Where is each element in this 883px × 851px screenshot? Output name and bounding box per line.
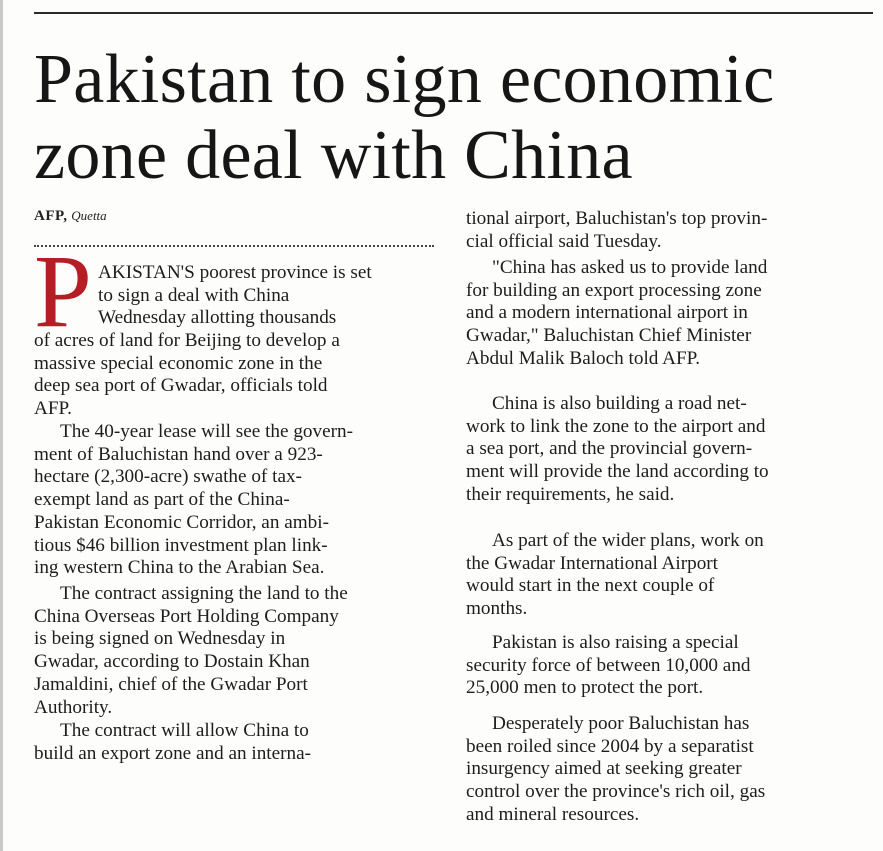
byline	[34, 208, 107, 225]
text-line: The contract assigning the land to the	[60, 583, 348, 604]
text-line: 25,000 men to protect the port.	[466, 677, 704, 699]
text-line: massive special economic zone in the	[34, 352, 323, 374]
text-line: ing western China to the Arabian Sea.	[34, 557, 325, 579]
text-line: Pakistan Economic Corridor, an ambi-	[34, 511, 329, 533]
text-line: and a modern international airport in	[466, 302, 748, 324]
paragraph-2	[34, 421, 444, 580]
text-line: exempt land as part of the China-	[34, 489, 290, 511]
text-line: China Overseas Port Holding Company	[34, 605, 339, 627]
text-line: would start in the next couple of	[466, 575, 715, 597]
text-line: ment will provide the land according to	[466, 461, 769, 483]
byline-agency: AFP,	[34, 208, 68, 224]
text-line: Jamaldini, chief of the Gwadar Port	[34, 673, 308, 695]
text-line: the Gwadar International Airport	[466, 552, 719, 574]
text-line: their requirements, he said.	[466, 483, 675, 505]
text-line: AKISTAN'S poorest province is set	[98, 262, 372, 283]
text-line: deep sea port of Gwadar, officials told	[34, 375, 328, 397]
text-line: and mineral resources.	[466, 803, 640, 825]
text-line: to sign a deal with China	[98, 284, 290, 306]
text-line: build an export zone and an interna-	[34, 742, 312, 764]
paragraph-7	[466, 530, 876, 621]
text-line: tious $46 billion investment plan link-	[34, 534, 328, 556]
text-line: cial official said Tuesday.	[466, 230, 662, 252]
text-line: Abdul Malik Baloch told AFP.	[466, 347, 700, 369]
text-line: Pakistan is also raising a special	[492, 632, 739, 653]
text-line: The 40-year lease will see the govern-	[60, 421, 354, 442]
text-line: control over the province's rich oil, gas	[466, 781, 766, 803]
paragraph-4-continued	[466, 208, 876, 253]
text-line: Wednesday allotting thousands	[98, 307, 337, 329]
text-line: ment of Baluchistan hand over a 923-	[34, 443, 323, 465]
text-line: work to link the zone to the airport and	[466, 415, 766, 437]
page-edge	[0, 0, 3, 851]
paragraph-3	[34, 583, 444, 719]
text-line: AFP.	[34, 398, 72, 420]
byline-place: Quetta	[71, 208, 107, 223]
text-line: Gwadar," Baluchistan Chief Minister	[466, 325, 752, 347]
text-line: As part of the wider plans, work on	[492, 530, 764, 551]
paragraph-8	[466, 632, 876, 700]
paragraph-6	[466, 393, 876, 507]
text-line: tional airport, Baluchistan's top provin-	[466, 208, 768, 229]
headline: Pakistan to sign economic zone deal with China	[34, 41, 775, 194]
text-line: The contract will allow China to	[60, 720, 309, 741]
text-line: hectare (2,300-acre) swathe of tax-	[34, 466, 302, 488]
text-line: Gwadar, according to Dostain Khan	[34, 651, 310, 673]
text-line: Authority.	[34, 696, 113, 718]
text-line: China is also building a road net-	[492, 393, 747, 414]
text-line: is being signed on Wednesday in	[34, 628, 286, 650]
text-line: of acres of land for Beijing to develop a	[34, 330, 340, 351]
paragraph-9	[466, 713, 876, 827]
paragraph-4	[34, 720, 444, 765]
text-line: "China has asked us to provide land	[492, 257, 768, 278]
text-line: been roiled since 2004 by a separatist	[466, 735, 754, 757]
paragraph-1-lead	[98, 262, 444, 330]
paragraph-1-rest	[34, 330, 444, 421]
top-rule	[34, 12, 873, 14]
text-line: a sea port, and the provincial govern-	[466, 438, 753, 460]
text-line: months.	[466, 598, 528, 620]
byline-divider	[34, 245, 434, 247]
drop-cap: P	[34, 234, 92, 349]
text-line: Desperately poor Baluchistan has	[492, 713, 750, 734]
text-line: for building an export processing zone	[466, 279, 762, 301]
text-line: insurgency aimed at seeking greater	[466, 758, 742, 780]
paragraph-5	[466, 257, 876, 371]
text-line: security force of between 10,000 and	[466, 654, 751, 676]
